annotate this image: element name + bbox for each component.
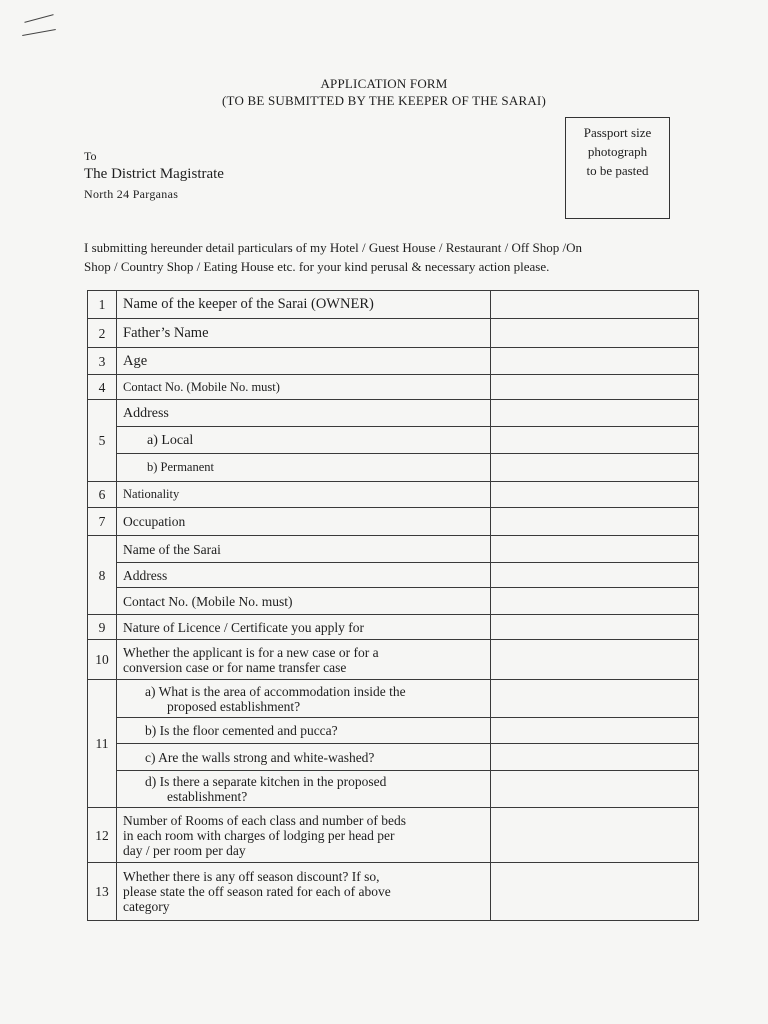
row-number: 6	[88, 482, 117, 508]
row-label	[117, 863, 491, 921]
answer-cell[interactable]	[491, 375, 699, 400]
answer-cell[interactable]	[491, 454, 699, 482]
table-row	[88, 400, 699, 427]
row-label-line: d) Is there a separate kitchen in the proposed	[145, 774, 387, 789]
row-sublabel: a) Local	[117, 427, 491, 454]
row-label-line: please state the off season rated for each of above	[123, 884, 391, 899]
table-row	[88, 680, 699, 718]
table-row	[88, 482, 699, 508]
row-label: Nature of Licence / Certificate you apply for	[117, 615, 491, 640]
row-number: 5	[88, 400, 117, 482]
row-label: Contact No. (Mobile No. must)	[117, 375, 491, 400]
row-label: Address	[117, 563, 491, 588]
row-sublabel	[117, 680, 491, 718]
answer-cell[interactable]	[491, 808, 699, 863]
intro-line: I submitting hereunder detail particulars of my Hotel / Guest House / Restaurant / Off Shop /On	[84, 240, 582, 255]
answer-cell[interactable]	[491, 427, 699, 454]
row-sublabel	[117, 771, 491, 808]
row-label: Contact No. (Mobile No. must)	[117, 588, 491, 615]
table-row	[88, 508, 699, 536]
row-number: 13	[88, 863, 117, 921]
row-label-line: Number of Rooms of each class and number of beds	[123, 812, 407, 828]
table-row	[88, 615, 699, 640]
table-row	[88, 863, 699, 921]
row-label: Name of the keeper of the Sarai (OWNER)	[117, 291, 491, 319]
table-row	[88, 536, 699, 563]
row-label: Occupation	[117, 508, 491, 536]
row-number: 12	[88, 808, 117, 863]
photo-box-line: to be pasted	[586, 163, 649, 178]
row-label-line: conversion case or for name transfer case	[123, 659, 347, 675]
row-number: 7	[88, 508, 117, 536]
row-number: 3	[88, 348, 117, 375]
answer-cell[interactable]	[491, 744, 699, 771]
table-row	[88, 563, 699, 588]
answer-cell[interactable]	[491, 640, 699, 680]
row-sublabel: b) Permanent	[117, 454, 491, 482]
row-label-line: category	[123, 899, 170, 914]
answer-cell[interactable]	[491, 400, 699, 427]
row-label: Nationality	[117, 482, 491, 508]
row-label-line: proposed establishment?	[167, 698, 301, 714]
row-label	[117, 640, 491, 680]
answer-cell[interactable]	[491, 771, 699, 808]
passport-photo-box	[565, 117, 670, 219]
table-row	[88, 375, 699, 400]
answer-cell[interactable]	[491, 563, 699, 588]
row-label	[117, 808, 491, 863]
table-row	[88, 808, 699, 863]
table-row	[88, 348, 699, 375]
answer-cell[interactable]	[491, 482, 699, 508]
table-row	[88, 427, 699, 454]
answer-cell[interactable]	[491, 615, 699, 640]
photo-box-line: photograph	[587, 144, 648, 159]
answer-cell[interactable]	[491, 319, 699, 348]
row-number: 10	[88, 640, 117, 680]
row-number: 4	[88, 375, 117, 400]
form-subtitle: (TO BE SUBMITTED BY THE KEEPER OF THE SARAI)	[222, 93, 546, 108]
row-label: Name of the Sarai	[117, 536, 491, 563]
table-row	[88, 744, 699, 771]
answer-cell[interactable]	[491, 291, 699, 319]
corner-mark	[24, 14, 53, 23]
row-number: 9	[88, 615, 117, 640]
row-label-line: establishment?	[167, 789, 248, 804]
row-number: 1	[88, 291, 117, 319]
row-number: 8	[88, 536, 117, 615]
to-label: To	[84, 149, 97, 163]
row-sublabel: b) Is the floor cemented and pucca?	[117, 718, 491, 744]
answer-cell[interactable]	[491, 718, 699, 744]
row-sublabel: c) Are the walls strong and white-washed?	[117, 744, 491, 771]
table-row	[88, 640, 699, 680]
row-number: 2	[88, 319, 117, 348]
application-table	[87, 290, 699, 921]
addressee-name: The District Magistrate	[84, 166, 224, 182]
table-row	[88, 718, 699, 744]
corner-mark	[22, 29, 56, 36]
answer-cell[interactable]	[491, 680, 699, 718]
intro-paragraph	[84, 238, 684, 276]
photo-box-line: Passport size	[583, 125, 652, 140]
form-title: APPLICATION FORM	[320, 76, 448, 91]
row-label-line: a) What is the area of accommodation inside the	[145, 683, 406, 699]
row-label: Age	[117, 348, 491, 375]
answer-cell[interactable]	[491, 348, 699, 375]
row-label: Address	[117, 400, 491, 427]
table-row	[88, 319, 699, 348]
row-label-line: in each room with charges of lodging per head per	[123, 827, 395, 843]
row-label: Father’s Name	[117, 319, 491, 348]
answer-cell[interactable]	[491, 588, 699, 615]
row-label-line: day / per room per day	[123, 842, 246, 858]
addressee-district: North 24 Parganas	[84, 187, 179, 201]
row-number: 11	[88, 680, 117, 808]
table-row	[88, 454, 699, 482]
row-label-line: Whether the applicant is for a new case or for a	[123, 644, 379, 660]
answer-cell[interactable]	[491, 536, 699, 563]
table-row	[88, 771, 699, 808]
table-row	[88, 291, 699, 319]
table-row	[88, 588, 699, 615]
answer-cell[interactable]	[491, 508, 699, 536]
row-label-line: Whether there is any off season discount? If so,	[123, 869, 380, 884]
intro-line: Shop / Country Shop / Eating House etc. for your kind perusal & necessary action please.	[84, 259, 550, 274]
answer-cell[interactable]	[491, 863, 699, 921]
